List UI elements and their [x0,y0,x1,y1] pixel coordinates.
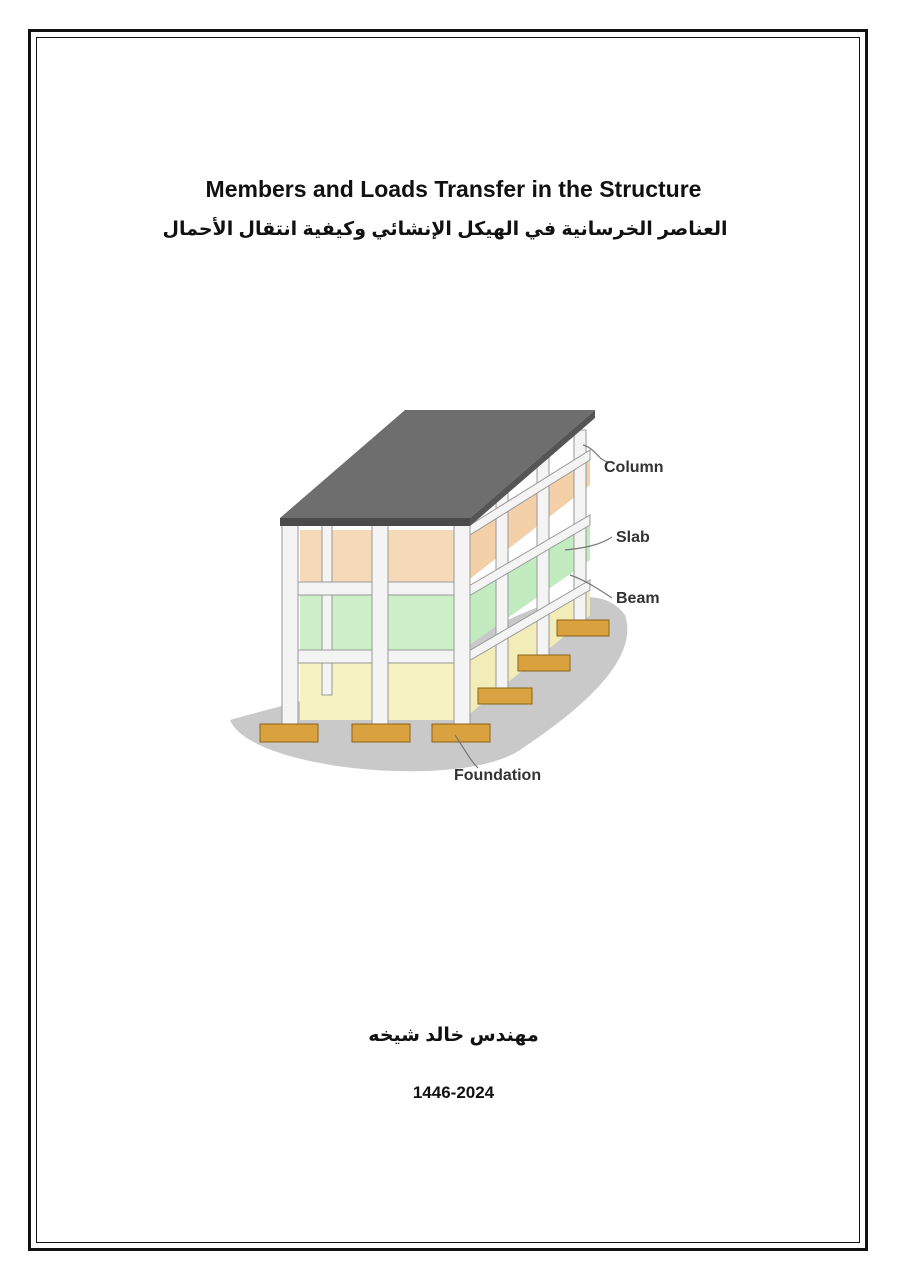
label-foundation: Foundation [454,767,542,784]
label-column: Column [604,459,664,476]
roof-slab-edge [280,518,470,526]
publication-year: 1446-2024 [412,1083,495,1102]
title-english: Members and Loads Transfer in the Structure [205,176,702,202]
title-arabic: العناصر الخرسانية في الهيكل الإنشائي وكيفية انتقال الأحمال [162,219,728,240]
label-beam: Beam [616,590,660,607]
author-name: مهندس خالد شيخه [368,1025,539,1046]
label-slab: Slab [616,529,650,546]
